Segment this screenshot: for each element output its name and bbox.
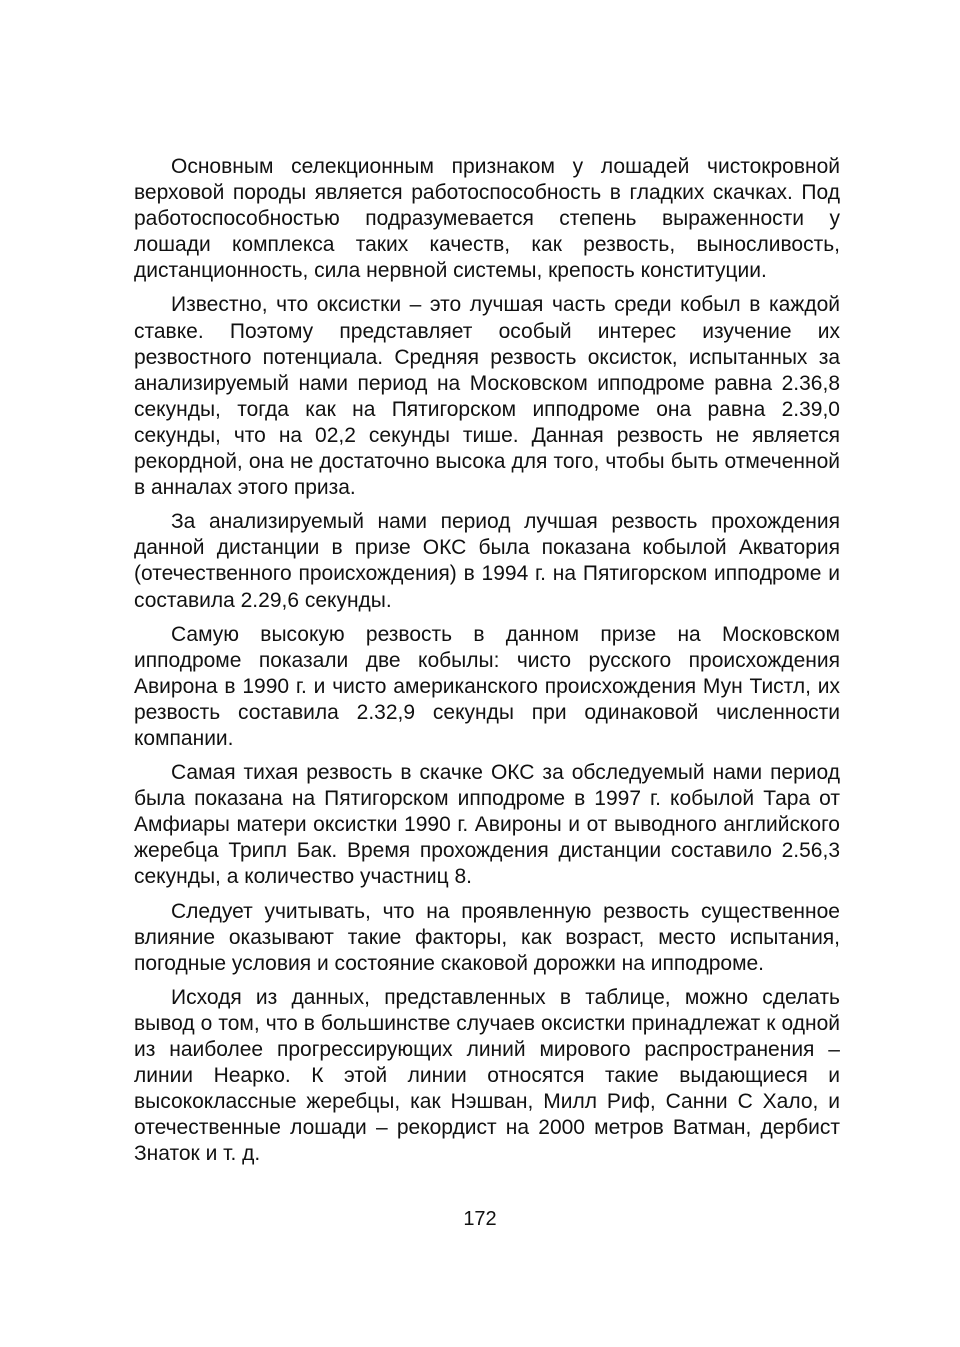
- paragraph-2: Известно, что оксистки – это лучшая часть среди кобыл в каждой ставке. Поэтому представляет особый интерес изучение их резвостного потенциала. Средняя резвость оксисток, испытанных за анализируемый нами период на Московском ипподроме равна 2.36,8 секунды, тогда как на Пятигорском ипподроме она равна 2.39,0 секунды, что на 02,2 секунды тише. Данная резвость не является рекордной, она не достаточно высока для того, чтобы быть отмеченной в анналах этого приза.: [134, 293, 840, 500]
- body-text: [134, 154, 840, 1175]
- paragraph-5: Самая тихая резвость в скачке ОКС за обследуемый нами период была показана на Пятигорском ипподроме в 1997 г. кобылой Тара от Амфиары матери оксистки 1990 г. Авироны и от выводного английского жеребца Трипл Бак. Время прохождения дистанции составило 2.56,3 секунды, а количество участниц 8.: [134, 761, 840, 889]
- paragraph-4: Самую высокую резвость в данном призе на Московском ипподроме показали две кобылы: чисто русского происхождения Авирона в 1990 г. и чисто американского происхождения Мун Тистл, их резвость составила 2.32,9 секунды при одинаковой численности компании.: [134, 622, 840, 750]
- paragraph-1: Основным селекционным признаком у лошадей чистокровной верховой породы является работоспособность в гладких скачках. Под работоспособностью подразумевается степень выраженности у лошади комплекса таких качеств, как резвость, выносливость, дистанционность, сила нервной системы, крепость конституции.: [134, 155, 840, 283]
- paragraph-7: Исходя из данных, представленных в таблице, можно сделать вывод о том, что в большинстве случаев оксистки принадлежат к одной из наиболее прогрессирующих линий мирового распространения – линии Неарко. К этой линии относятся такие выдающиеся и высококлассные жеребцы, как Нэшван, Милл Риф, Санни С Хало, и отечественные лошади – рекордист на 2000 метров Ватман, дербист Знаток и т. д.: [134, 985, 840, 1166]
- paragraph-6: Следует учитывать, что на проявленную резвость существенное влияние оказывают такие факторы, как возраст, место испытания, погодные условия и состояние скаковой дорожки на ипподроме.: [134, 899, 840, 975]
- page-number: 172: [463, 1208, 497, 1230]
- paragraph-3: За анализируемый нами период лучшая резвость прохождения данной дистанции в призе ОКС была показана кобылой Акватория (отечественного происхождения) в 1994 г. на Пятигорском ипподроме и составила 2.29,6 секунды.: [134, 510, 840, 612]
